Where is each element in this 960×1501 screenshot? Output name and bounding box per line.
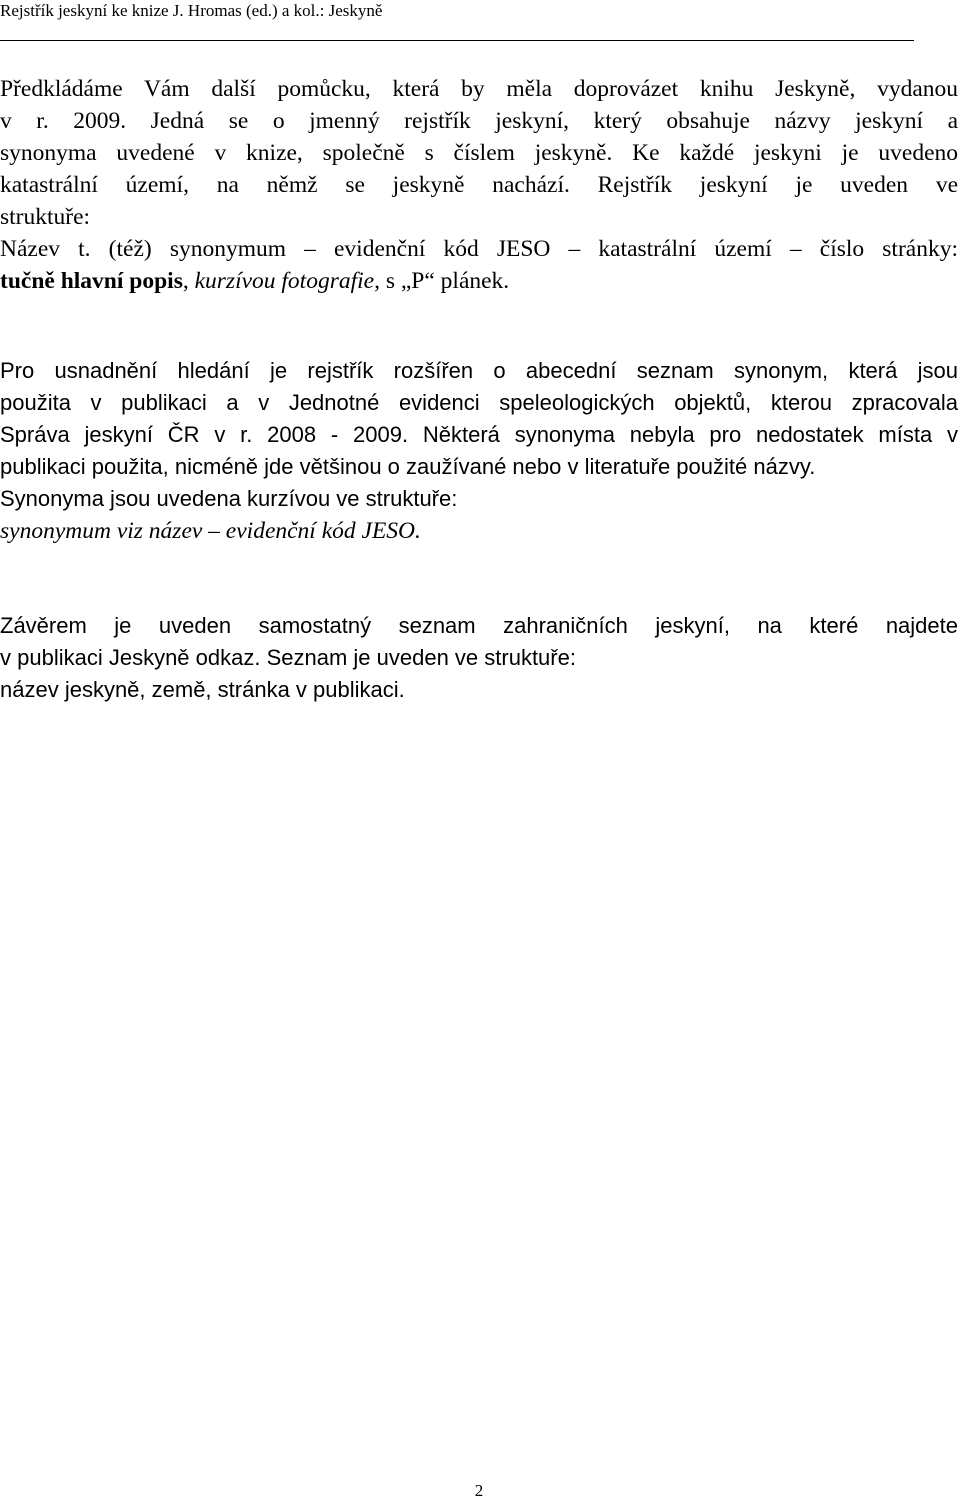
italic-photography: kurzívou fotografie,	[194, 268, 380, 294]
separator: ,	[182, 268, 195, 294]
intro-line-2: v r. 2009. Jedná se o jmenný rejstřík jeskyní, který obsahuje názvy jeskyní a	[0, 108, 958, 134]
synonym-structure-italic: synonymum viz název – evidenční kód JESO.	[0, 518, 421, 544]
foreign-caves-paragraph	[0, 610, 958, 706]
plan-note: s „P“ plánek.	[379, 268, 510, 294]
synonyms-line-2: použita v publikaci a v Jednotné evidenci speleologických objektů, kterou zpracovala	[0, 390, 958, 415]
synonyms-paragraph	[0, 355, 958, 515]
synonyms-line-6	[0, 515, 958, 547]
header-divider	[0, 40, 914, 41]
running-header: Rejstřík jeskyní ke knize J. Hromas (ed.) a kol.: Jeskyně	[0, 1, 383, 20]
intro-line-3: synonyma uvedené v knize, společně s číslem jeskyně. Ke každé jeskyni je uvedeno	[0, 140, 958, 166]
synonyms-line-3: Správa jeskyní ČR v r. 2008 - 2009. Některá synonyma nebyla pro nedostatek místa v	[0, 422, 958, 447]
bold-main-description: tučně hlavní popis	[0, 268, 183, 294]
foreign-line-3: název jeskyně, země, stránka v publikaci.	[0, 677, 405, 702]
intro-line-1: Předkládáme Vám další pomůcku, která by měla doprovázet knihu Jeskyně, vydanou	[0, 76, 958, 102]
foreign-line-1: Závěrem je uveden samostatný seznam zahraničních jeskyní, na které najdete	[0, 613, 958, 638]
synonyms-structure-paragraph	[0, 515, 958, 547]
synonyms-line-4: publikaci použita, nicméně jde většinou o zaužívané nebo v literatuře použité názvy.	[0, 454, 816, 479]
intro-line-7	[0, 265, 958, 297]
page-number: 2	[474, 1481, 484, 1500]
intro-line-5: struktuře:	[0, 204, 91, 230]
intro-line-4: katastrální území, na němž se jeskyně nachází. Rejstřík jeskyní je uveden ve	[0, 172, 958, 198]
foreign-line-2: v publikaci Jeskyně odkaz. Seznam je uveden ve struktuře:	[0, 645, 576, 670]
intro-line-6: Název t. (též) synonymum – evidenční kód JESO – katastrální území – číslo stránky:	[0, 236, 958, 262]
intro-paragraph	[0, 73, 958, 297]
synonyms-line-5: Synonyma jsou uvedena kurzívou ve struktuře:	[0, 486, 458, 511]
synonyms-line-1: Pro usnadnění hledání je rejstřík rozšířen o abecední seznam synonym, která jsou	[0, 358, 958, 383]
